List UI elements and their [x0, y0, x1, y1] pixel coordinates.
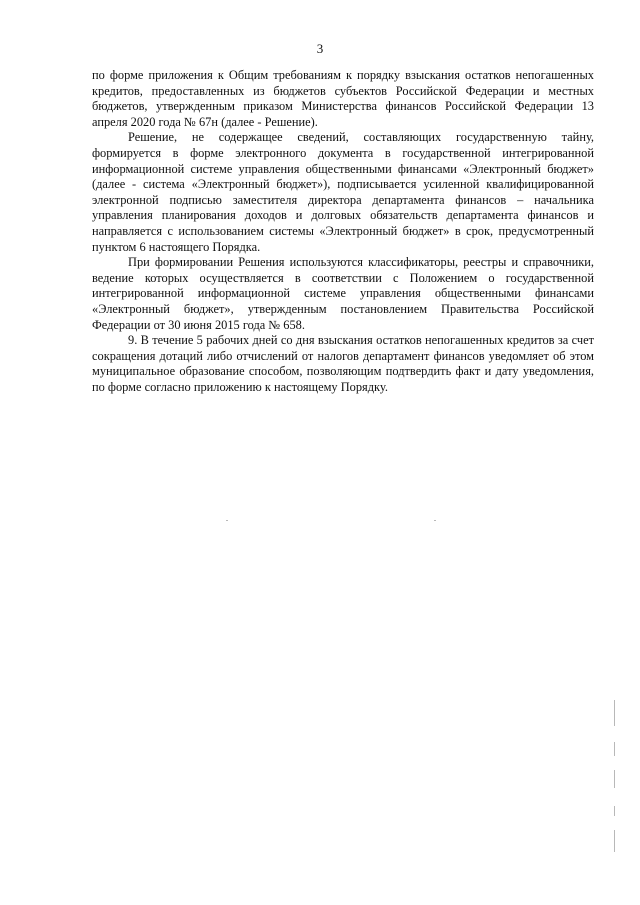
- scan-artifact: [614, 830, 615, 852]
- scan-artifact: [226, 520, 228, 521]
- scan-artifact: [614, 742, 615, 756]
- document-body: [92, 68, 594, 395]
- paragraph-item-9-notification: 9. В течение 5 рабочих дней со дня взыскания остатков непогашенных кредитов за счет сокращения дотаций либо отчислений от налогов департамент финансов уведомляет об этом муниципальное образование способом, позволяющим подтвердить факт и дату уведомления, по форме согласно приложению к настоящему Порядку.: [92, 333, 594, 394]
- paragraph-decision-form: по форме приложения к Общим требованиям к порядку взыскания остатков непогашенных кредитов, предоставленных из бюджетов субъектов Российской Федерации и местных бюджетов, утвержденным приказом Министерства финансов Российской Федерации 13 апреля 2020 года № 67н (далее - Решение).: [92, 68, 594, 129]
- scan-artifact: [614, 806, 615, 816]
- paragraph-decision-signing: Решение, не содержащее сведений, составляющих государственную тайну, формируется в форме электронного документа в государственной интегрированной информационной системе управления общественными финансами «Электронный бюджет» (далее - система «Электронный бюджет»), подписывается усиленной квалифицированной электронной подписью заместителя директора департамента финансов – начальника управления планирования доходов и долговых обязательств департамента финансов и направляется с использованием системы «Электронный бюджет» в срок, предусмотренный пунктом 6 настоящего Порядка.: [92, 130, 594, 254]
- scan-artifact: [614, 770, 615, 788]
- scan-artifact: [614, 700, 615, 726]
- page-number: 3: [316, 41, 324, 56]
- scan-artifact: [434, 520, 436, 521]
- paragraph-decision-classifiers: При формировании Решения используются классификаторы, реестры и справочники, ведение которых осуществляется в соответствии с Положением о государственной интегрированной информационной системе управления общественными финансами «Электронный бюджет», утвержденным постановлением Правительства Российской Федерации от 30 июня 2015 года № 658.: [92, 255, 594, 332]
